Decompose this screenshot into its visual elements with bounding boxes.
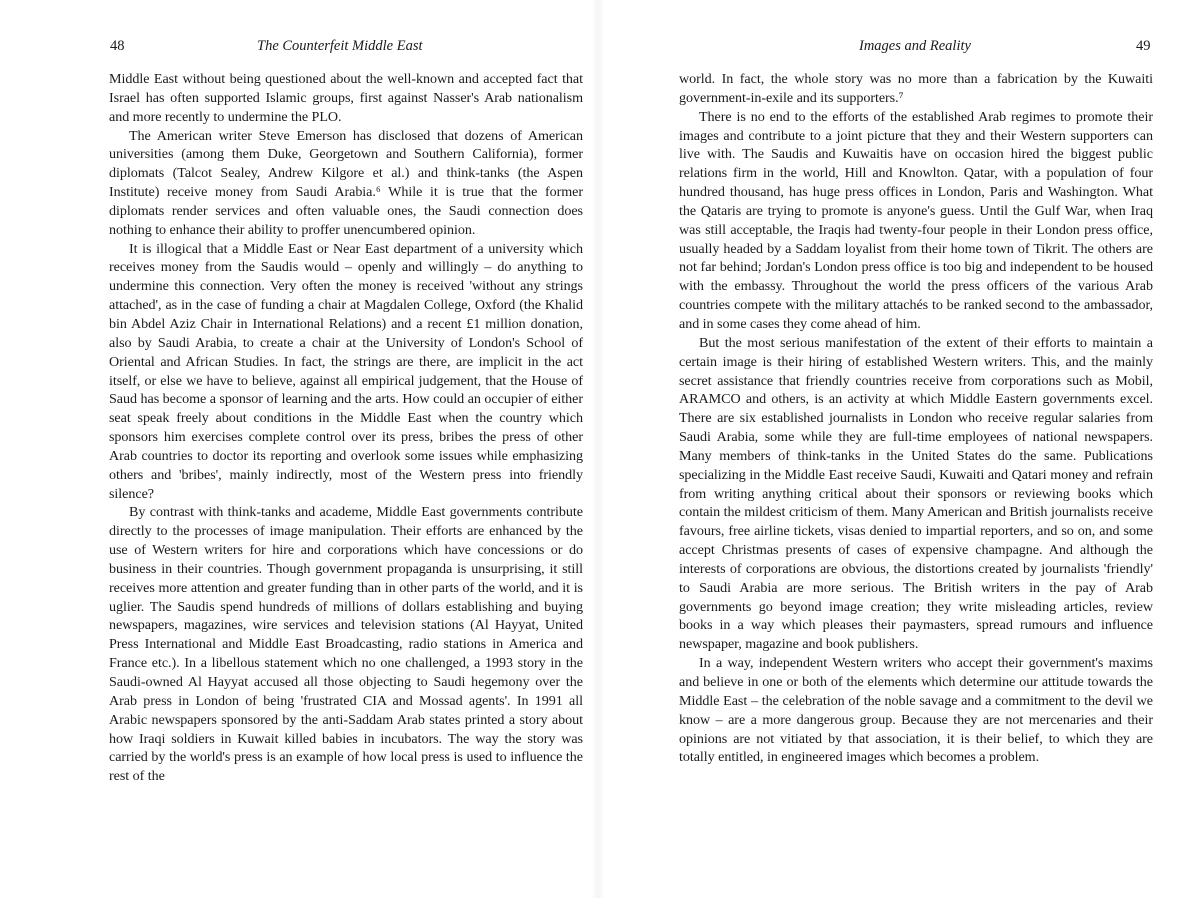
left-page-body [109, 70, 583, 786]
paragraph: The American writer Steve Emerson has disclosed that dozens of American universities (among them Duke, Georgetown and Southern California), former diplomats (Talcot Sealey, Andrew Kilgore et al.) and think-tanks (the Aspen Institute) receive money from Saudi Arabia.⁶ While it is true that the former diplomats render services and often valuable ones, the Saudi connection does nothing to enhance their ability to proffer unencumbered opinion. [109, 127, 583, 238]
paragraph: It is illogical that a Middle East or Near East department of a university which receives money from the Saudis would – openly and willingly – do anything to undermine this connection. Very often the money is received 'without any strings attached', as in the case of funding a chair at Magdalen College, Oxford (the Khalid bin Abdel Aziz Chair in International Relations) and a recent £1 million donation, also by Saudi Arabia, to create a chair at the University of London's School of Oriental and African Studies. In fact, the strings are there, are implicit in the act itself, or else we have to believe, against all empirical judgement, that the House of Saud has become a sponsor of learning and the arts. How could an occupier of either seat speak freely about conditions in the Middle East when the country which sponsors him exercises complete control over its press, bribes the press of other Arab countries to doctor its reporting and overlook some issues while emphasizing others and 'bribes', mainly indirectly, most of the Western press into friendly silence? [109, 240, 583, 502]
paragraph: Middle East without being questioned about the well-known and accepted fact that Israel has often supported Islamic groups, first against Nasser's Arab nationalism and more recently to undermine the PLO. [109, 71, 583, 125]
paragraph: world. In fact, the whole story was no more than a fabrication by the Kuwaiti government-in-exile and its supporters.⁷ [679, 71, 1153, 106]
paragraph: By contrast with think-tanks and academe, Middle East governments contribute directly to the processes of image manipulation. Their efforts are enhanced by the use of Western writers for hire and corporations which have concessions or do business in their countries. Though government propaganda is unsurprising, it still receives more attention and greater funding than in other parts of the world, and it is uglier. The Saudis spend hundreds of millions of dollars establishing and buying newspapers, magazines, wire services and television stations (Al Hayyat, United Press International and Middle East Broadcasting, radio stations in America and France etc.). In a libellous statement which no one challenged, a 1993 story in the Saudi-owned Al Hayyat accused all those objecting to Saudi hegemony over the Arab press in London of being 'frustrated CIA and Mossad agents'. In 1991 all Arabic newspapers sponsored by the anti-Saddam Arab states printed a story about how Iraqi soldiers in Kuwait killed babies in incubators. The way the story was carried by the world's press is an example of how local press is used to influence the rest of the [109, 504, 583, 785]
paragraph: But the most serious manifestation of the extent of their efforts to maintain a certain image is their hiring of established Western writers. This, and the mainly secret assistance that friendly countries receive from corporations such as Mobil, ARAMCO and others, is an activity at which Middle Eastern governments excel. There are six established journalists in London who receive regular salaries from Saudi Arabia, some while they are full-time employees of national newspapers. Many members of think-tanks in the United States do the same. Publications specializing in the Middle East receive Saudi, Kuwaiti and Qatari money and refrain from writing anything critical about their sponsors or reviewing books which contain the mildest criticism of them. Many American and British journalists receive favours, free airline tickets, visas denied to impartial reporters, and so on, and some accept Christmas presents of cases of expensive champagne. And although the interests of corporations are obvious, the distortions created by journalists 'friendly' to Saudi Arabia are more serious. The British writers in the pay of Arab governments go beyond image creation; they write misleading articles, review books in a way which pleases their paymasters, spread rumours and influence newspaper, magazine and book publishers. [679, 334, 1153, 653]
running-head: Images and Reality [859, 38, 971, 54]
page-number: 49 [1136, 38, 1151, 54]
paragraph: In a way, independent Western writers who accept their government's maxims and believe in one or both of the elements which determine our attitude towards the Middle East – the celebration of the noble savage and a commitment to the devil we know – are a more dangerous group. Because they are not mercenaries and their opinions are not vitiated by that association, it is their belief, to which they are totally entitled, in engineered images which becomes a problem. [679, 655, 1153, 766]
right-page [598, 0, 1195, 898]
running-head: The Counterfeit Middle East [257, 38, 423, 54]
paragraph: There is no end to the efforts of the established Arab regimes to promote their images and contribute to a joint picture that they and their Western supporters can live with. The Saudis and Kuwaitis have on occasion hired the biggest public relations firm in the world, Hill and Knowlton. Qatar, with a population of four hundred thousand, has huge press offices in London, Paris and Washington. What the Qataris are trying to promote is anyone's guess. Until the Gulf War, when Iraq was still acceptable, the Iraqis had twenty-four people in their London press office, usually headed by a Saddam loyalist from their home town of Tikrit. The others are not far behind; Jordan's London press office is too big and independent to be housed with the embassy. Throughout the world the press officers of the various Arab countries compete with the military attachés to be ranked second to the ambassador, and in some cases they come ahead of him. [679, 108, 1153, 332]
right-page-body [679, 70, 1153, 767]
page-number: 48 [110, 38, 125, 54]
